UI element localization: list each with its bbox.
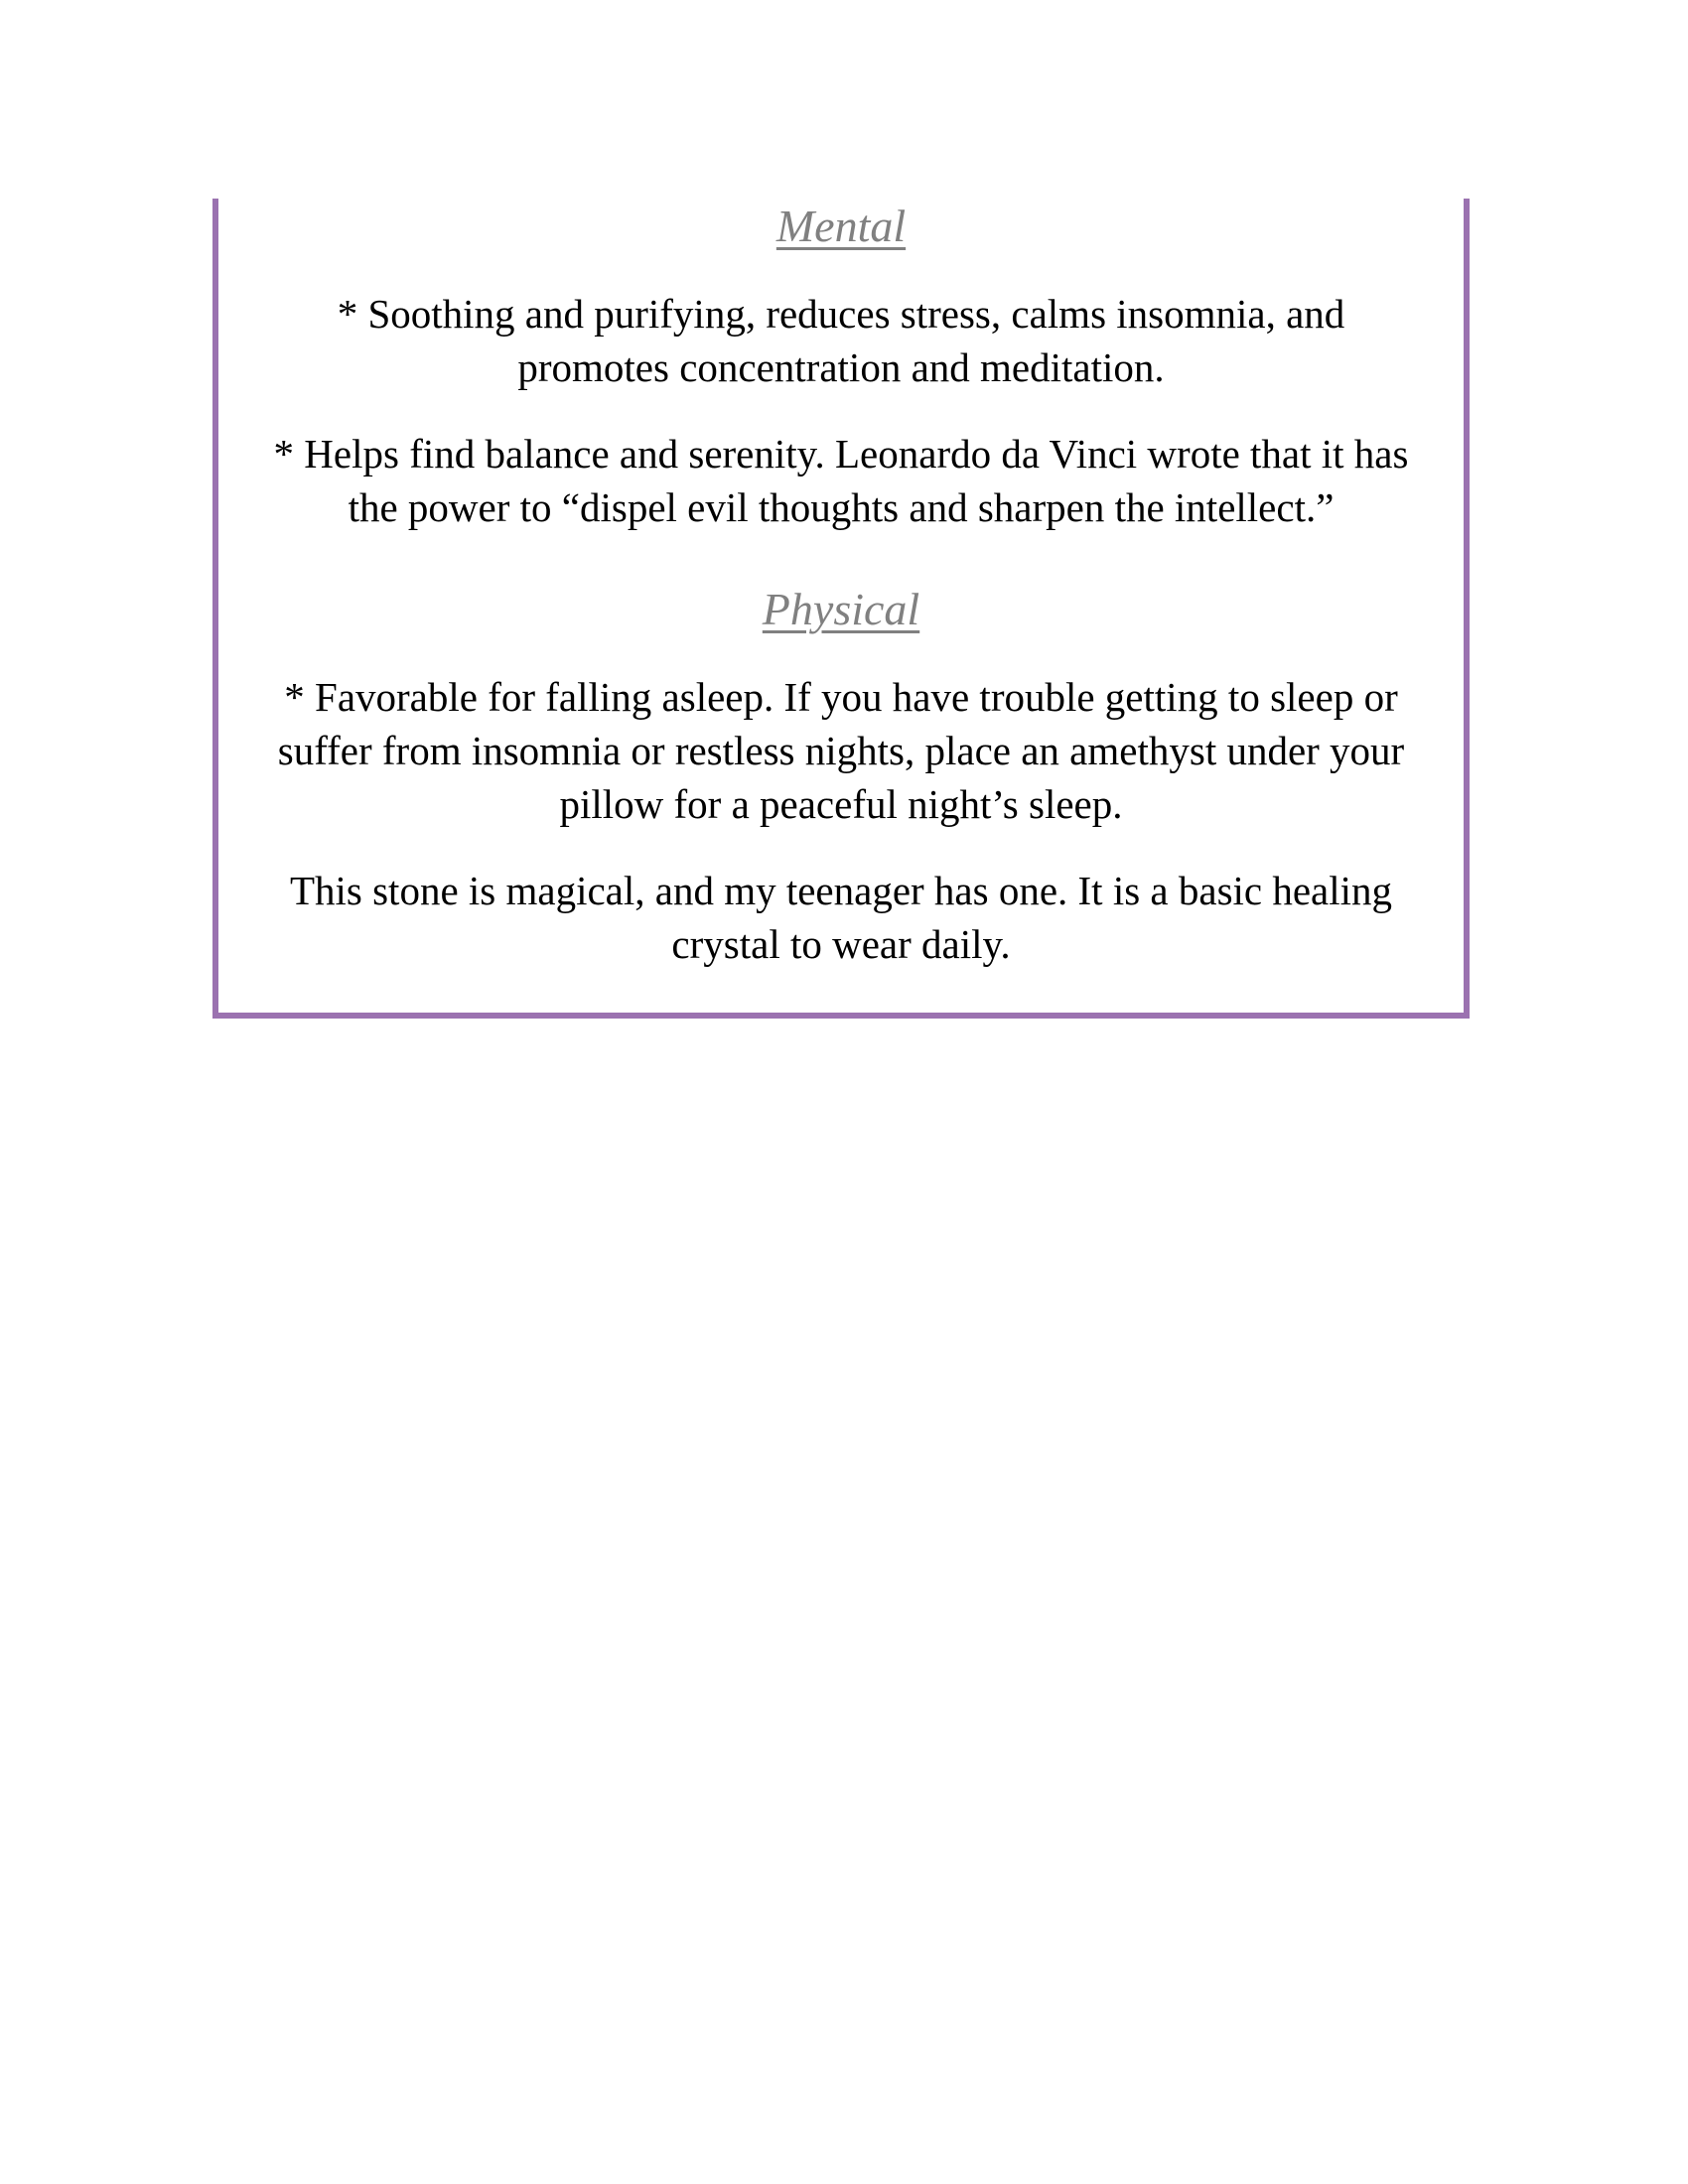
paragraph-line: pillow for a peaceful night’s sleep. xyxy=(559,781,1123,827)
paragraph-line: This stone is magical, and my teenager has one. It is a basic healing xyxy=(289,868,1393,913)
paragraph-line: * Soothing and purifying, reduces stress, calms insomnia, and xyxy=(337,291,1345,337)
paragraph-line: crystal to wear daily. xyxy=(671,921,1011,967)
paragraph-line: * Helps find balance and serenity. Leonardo da Vinci wrote that it has xyxy=(273,431,1409,477)
bordered-content-box xyxy=(212,199,1470,1019)
paragraph-line: * Favorable for falling asleep. If you have trouble getting to sleep or xyxy=(284,674,1398,720)
section-heading-physical: Physical xyxy=(762,584,920,634)
section-heading-mental: Mental xyxy=(775,201,907,251)
paragraph-line: promotes concentration and meditation. xyxy=(517,344,1165,390)
paragraph-line: the power to “dispel evil thoughts and sharpen the intellect.” xyxy=(348,484,1335,530)
paragraph-line: suffer from insomnia or restless nights, place an amethyst under your xyxy=(277,728,1405,773)
